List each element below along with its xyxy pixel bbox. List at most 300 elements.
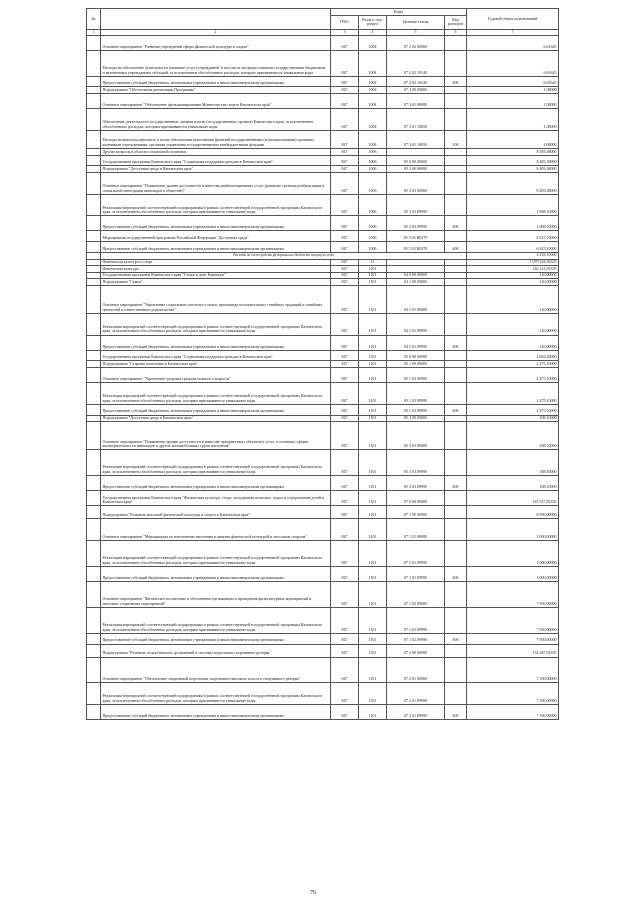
cell-grbs: 847: [331, 272, 359, 279]
cell-name: Расходы на обеспечение деятельности (оказание услуг) учреждений, в том числе на предоставление государственным бюджетным и автономным учреждениям субсидий, за исключением обособленных расходов, которым присваиваются уникальные коды: [101, 50, 331, 76]
cell-sum: 120,00000: [467, 279, 559, 286]
cell-num: [87, 383, 101, 405]
table-row: [87, 272, 559, 279]
cell-grbs: 847: [331, 242, 359, 253]
cell-razdel: 1101: [359, 607, 387, 633]
table-row: [87, 540, 559, 566]
cell-sum: 8 483,38000: [467, 149, 559, 156]
cell-vr: [445, 683, 467, 705]
cell-razdel: 1004: [359, 35, 387, 50]
cell-razdel: 1101: [359, 476, 387, 491]
cell-grbs: 847: [331, 705, 359, 720]
cell-sum: 120,00000: [467, 313, 559, 335]
table-row: [87, 683, 559, 705]
cell-sum: 6,61645: [467, 76, 559, 87]
cell-name: Расходы на выплаты персоналу в целях обеспечения выполнения функций государственными (муниципальными) органами, казенными учреждениями, органами управления государственными внебюджетными фондами: [101, 130, 331, 148]
cell-vr: 600: [445, 216, 467, 231]
cell-vr: [445, 422, 467, 450]
cell-sum: 7 100,00000: [467, 705, 559, 720]
cell-name: Предоставление субсидий бюджетным, автономным учреждениям и иным некоммерческим организациям: [101, 335, 331, 350]
cell-num: [87, 259, 101, 266]
cell-csr: 07 2 02 00000: [387, 35, 445, 50]
cell-csr: 05 1 03 09990: [387, 404, 445, 415]
cell-csr: 07 1 02 09990: [387, 607, 445, 633]
budget-table-body: [87, 35, 559, 720]
table-row: [87, 633, 559, 644]
cell-vr: [445, 87, 467, 94]
cell-razdel: 1006: [359, 173, 387, 195]
cell-razdel: 1101: [359, 266, 387, 273]
cell-csr: 05 3 00 00000: [387, 415, 445, 422]
table-row: [87, 581, 559, 607]
cell-name: Другие вопросы в области социальной политики: [101, 149, 331, 156]
cell-sum: 4 233,10000: [467, 252, 559, 259]
cell-vr: [445, 607, 467, 633]
cell-csr: 05 1 03 09990: [387, 383, 445, 405]
cell-csr: 05 1 00 00000: [387, 361, 445, 368]
cell-name: Реализация мероприятий соответствующей подпрограммы в рамках соответствующей государственной программы Камчатского края, за исключением обособленных расходов, которым присваиваются уникальные коды: [101, 607, 331, 633]
cell-vr: 100: [445, 130, 467, 148]
cell-num: [87, 607, 101, 633]
cell-vr: [445, 266, 467, 273]
cell-note: Расходы за счет средств федерального бюджета текущего года: [101, 252, 467, 259]
cell-name: Основное мероприятие "Мероприятия по вовлечению населения в занятия физической культурой и массовым спортом": [101, 519, 331, 541]
cell-num: [87, 422, 101, 450]
table-row: [87, 259, 559, 266]
col-number: 3: [331, 29, 359, 35]
cell-sum: 2 475,10000: [467, 361, 559, 368]
cell-name: Мероприятия государственной программы Российской Федерации "Доступная среда": [101, 231, 331, 242]
cell-name: Предоставление субсидий бюджетным, автономным учреждениям и иным некоммерческим организациям: [101, 242, 331, 253]
cell-vr: [445, 94, 467, 109]
cell-grbs: 847: [331, 35, 359, 50]
cell-num: [87, 705, 101, 720]
cell-grbs: 847: [331, 361, 359, 368]
cell-name: Основное мероприятие "Укрепление социального института семьи, пропаганда положительных семейных традиций и семейных ценностей и ответственного родительства": [101, 285, 331, 313]
cell-sum: 1,08000: [467, 109, 559, 131]
cell-grbs: 847: [331, 476, 359, 491]
cell-grbs: 847: [331, 540, 359, 566]
table-row: [87, 361, 559, 368]
cell-name: Основное мероприятие "Обеспечение функционирования Министерства спорта Камчатского края": [101, 94, 331, 109]
cell-num: [87, 450, 101, 476]
cell-razdel: 1101: [359, 581, 387, 607]
cell-grbs: 847: [331, 50, 359, 76]
cell-razdel: 1006: [359, 242, 387, 253]
cell-num: [87, 415, 101, 422]
cell-num: [87, 519, 101, 541]
cell-sum: 6,61645: [467, 50, 559, 76]
cell-csr: [387, 266, 445, 273]
table-row: [87, 173, 559, 195]
cell-num: [87, 313, 101, 335]
cell-sum: 2 663,20000: [467, 350, 559, 361]
cell-vr: [445, 279, 467, 286]
cell-razdel: 1101: [359, 491, 387, 506]
cell-name: Физическая культура и спорт: [101, 259, 331, 266]
cell-vr: 600: [445, 242, 467, 253]
cell-grbs: 847: [331, 266, 359, 273]
table-row: [87, 94, 559, 109]
col-header-vr: Вид расходов: [445, 15, 467, 29]
cell-csr: 05 3 03 00000: [387, 173, 445, 195]
cell-sum: 6,61645: [467, 35, 559, 50]
table-row: [87, 194, 559, 216]
cell-grbs: 847: [331, 450, 359, 476]
cell-grbs: 847: [331, 519, 359, 541]
cell-sum: 8 483,38000: [467, 166, 559, 173]
cell-grbs: 847: [331, 368, 359, 383]
cell-sum: 7 100,00000: [467, 683, 559, 705]
table-row: [87, 519, 559, 541]
cell-csr: 07 1 00 00000: [387, 506, 445, 519]
cell-grbs: 847: [331, 607, 359, 633]
cell-name: Реализация мероприятий соответствующей подпрограммы в рамках соответствующей государственной программы Камчатского края, за исключением обособленных расходов, которым присваиваются уникальные коды: [101, 383, 331, 405]
cell-razdel: 1004: [359, 50, 387, 76]
cell-razdel: 1004: [359, 94, 387, 109]
cell-name: Реализация мероприятий соответствующей подпрограммы в рамках соответствующей государственной программы Камчатского края, за исключением обособленных расходов, которым присваиваются уникальные коды: [101, 540, 331, 566]
col-header-grbs: ГРБС: [331, 15, 359, 29]
cell-name: Основное мероприятие "Повышение уровня доступности и качества приоритетных объектов и услуг в основных сферах жизнедеятельности инвалидов и других маломобильных групп населения": [101, 422, 331, 450]
table-row: [87, 155, 559, 166]
cell-vr: [445, 368, 467, 383]
table-row: [87, 422, 559, 450]
cell-grbs: 847: [331, 683, 359, 705]
cell-csr: [387, 259, 445, 266]
table-row: [87, 266, 559, 273]
cell-num: [87, 76, 101, 87]
cell-csr: 05 0 00 00000: [387, 155, 445, 166]
cell-sum: 1 079 234,56335: [467, 259, 559, 266]
cell-vr: [445, 383, 467, 405]
cell-num: [87, 242, 101, 253]
cell-num: [87, 231, 101, 242]
cell-razdel: 1101: [359, 683, 387, 705]
cell-num: [87, 166, 101, 173]
cell-vr: 600: [445, 404, 467, 415]
table-row: [87, 415, 559, 422]
cell-name: Государственная программа Камчатского края "Социальная поддержка граждан в Камчатском крае": [101, 350, 331, 361]
cell-num: [87, 644, 101, 657]
cell-razdel: 1101: [359, 368, 387, 383]
cell-grbs: 847: [331, 422, 359, 450]
cell-razdel: 1101: [359, 404, 387, 415]
cell-razdel: 11: [359, 259, 387, 266]
cell-name: Подпрограмма "Обеспечение реализации Программы": [101, 87, 331, 94]
cell-name: Основное мероприятие "Физическое воспитание и обеспечение организации и проведения физкультурных мероприятий и массовых спортивных мероприятий": [101, 581, 331, 607]
table-row: [87, 285, 559, 313]
cell-sum: 1,08000: [467, 94, 559, 109]
cell-csr: 07 2 01 09990: [387, 683, 445, 705]
cell-sum: 188,10000: [467, 415, 559, 422]
cell-csr: 04 1 01 09990: [387, 335, 445, 350]
cell-vr: [445, 450, 467, 476]
cell-razdel: 1004: [359, 130, 387, 148]
cell-csr: 04 1 01 00000: [387, 285, 445, 313]
cell-grbs: 847: [331, 644, 359, 657]
table-row: [87, 279, 559, 286]
cell-grbs: 847: [331, 404, 359, 415]
cell-name: Подпрограмма "Развитие массовой физической культуры и спорта в Камчатском крае": [101, 506, 331, 519]
table-row: [87, 109, 559, 131]
cell-grbs: 847: [331, 109, 359, 131]
cell-csr: 07 3 01 10050: [387, 109, 445, 131]
cell-name: Реализация мероприятий соответствующей подпрограммы в рамках соответствующей государственной программы Камчатского края, за исключением обособленных расходов, которым присваиваются уникальные коды: [101, 194, 331, 216]
table-row: [87, 335, 559, 350]
table-row: [87, 566, 559, 581]
table-row: [87, 383, 559, 405]
cell-name: Предоставление субсидий бюджетным, автономным учреждениям и иным некоммерческим организациям: [101, 404, 331, 415]
cell-grbs: 847: [331, 335, 359, 350]
cell-sum: 7 100,00000: [467, 657, 559, 683]
cell-razdel: 1101: [359, 644, 387, 657]
col-number: 2: [101, 29, 331, 35]
cell-sum: 1 000,00000: [467, 519, 559, 541]
cell-num: [87, 194, 101, 216]
cell-razdel: 1101: [359, 279, 387, 286]
cell-razdel: 1101: [359, 313, 387, 335]
cell-vr: [445, 506, 467, 519]
cell-csr: 07 3 01 10050: [387, 130, 445, 148]
cell-csr: 07 1 01 09990: [387, 566, 445, 581]
cell-grbs: 847: [331, 149, 359, 156]
cell-vr: [445, 285, 467, 313]
cell-sum: 1,08000: [467, 130, 559, 148]
cell-sum: 2 475,10000: [467, 404, 559, 415]
cell-grbs: 847: [331, 566, 359, 581]
table-row: [87, 607, 559, 633]
cell-grbs: 847: [331, 581, 359, 607]
budget-table: [86, 8, 559, 720]
cell-sum: 8 483,38000: [467, 155, 559, 166]
cell-csr: [387, 149, 445, 156]
col-header-num: №: [87, 9, 101, 30]
table-row: [87, 76, 559, 87]
cell-sum: 188,10000: [467, 450, 559, 476]
cell-razdel: 1101: [359, 422, 387, 450]
cell-vr: [445, 644, 467, 657]
cell-grbs: 847: [331, 130, 359, 148]
table-row: [87, 506, 559, 519]
cell-name: Подпрограмма "Развитие спорта высших достижений и системы подготовки спортивного резерва": [101, 644, 331, 657]
cell-vr: [445, 313, 467, 335]
cell-csr: 07 1 02 09990: [387, 633, 445, 644]
cell-grbs: 847: [331, 194, 359, 216]
cell-num: [87, 368, 101, 383]
cell-csr: 05 3 00 00000: [387, 166, 445, 173]
col-number: 1: [87, 29, 101, 35]
cell-razdel: 1006: [359, 216, 387, 231]
cell-csr: 05 3 03 09990: [387, 194, 445, 216]
cell-sum: 134 387,82335: [467, 644, 559, 657]
cell-num: [87, 50, 101, 76]
cell-csr: 05 3 03 09990: [387, 216, 445, 231]
cell-csr: 07 1 02 00000: [387, 581, 445, 607]
cell-vr: [445, 491, 467, 506]
cell-csr: 05 3 03 00000: [387, 422, 445, 450]
col-number: 6: [445, 29, 467, 35]
cell-num: [87, 633, 101, 644]
cell-razdel: 1004: [359, 76, 387, 87]
cell-name: Государственная программа Камчатского края "Семья и дети Камчатки": [101, 272, 331, 279]
cell-vr: [445, 540, 467, 566]
cell-name: Основное мероприятие "Развитие учреждений сферы физической культуры и спорта": [101, 35, 331, 50]
cell-num: [87, 361, 101, 368]
cell-csr: 05 1 03 00000: [387, 368, 445, 383]
cell-csr: 05 3 03 R0270: [387, 231, 445, 242]
cell-vr: [445, 173, 467, 195]
cell-grbs: 847: [331, 216, 359, 231]
cell-razdel: 1101: [359, 383, 387, 405]
cell-sum: 1 868,10000: [467, 216, 559, 231]
cell-sum: 146 121,92335: [467, 266, 559, 273]
cell-name: Предоставление субсидий бюджетным, автономным учреждениям и иным некоммерческим организациям: [101, 705, 331, 720]
cell-vr: [445, 35, 467, 50]
cell-num: [87, 87, 101, 94]
cell-sum: 188,10000: [467, 422, 559, 450]
cell-name: Государственная программа Камчатского края "Физическая культура, спорт, молодежная политика, отдых и оздоровление детей в Камчатском крае": [101, 491, 331, 506]
cell-vr: [445, 166, 467, 173]
cell-csr: 05 3 03 R0270: [387, 242, 445, 253]
cell-name: Предоставление субсидий бюджетным, автономным учреждениям и иным некоммерческим организациям: [101, 633, 331, 644]
cell-sum: 8 483,38000: [467, 173, 559, 195]
table-row: [87, 491, 559, 506]
table-row: [87, 130, 559, 148]
cell-num: [87, 540, 101, 566]
cell-vr: [445, 361, 467, 368]
cell-razdel: 1006: [359, 149, 387, 156]
cell-razdel: 1101: [359, 566, 387, 581]
cell-name: Подпрограмма "Старшее поколение в Камчатском крае": [101, 361, 331, 368]
cell-vr: [445, 50, 467, 76]
cell-sum: 1 868,10000: [467, 194, 559, 216]
cell-name: Реализация мероприятий соответствующей подпрограммы в рамках соответствующей государственной программы Камчатского края, за исключением обособленных расходов, которым присваиваются уникальные коды: [101, 313, 331, 335]
cell-vr: [445, 231, 467, 242]
cell-name: Основное мероприятие "Обеспечение спортивной подготовки спортивного высокого класса и спортивного резерва": [101, 657, 331, 683]
cell-num: [87, 216, 101, 231]
table-row: [87, 252, 559, 259]
cell-vr: [445, 272, 467, 279]
cell-grbs: 847: [331, 173, 359, 195]
cell-razdel: 1101: [359, 519, 387, 541]
cell-vr: 600: [445, 335, 467, 350]
cell-grbs: 847: [331, 76, 359, 87]
table-row: [87, 476, 559, 491]
cell-razdel: 1101: [359, 272, 387, 279]
cell-vr: [445, 194, 467, 216]
cell-csr: 07 2 02 10140: [387, 76, 445, 87]
cell-csr: 05 0 00 00000: [387, 350, 445, 361]
cell-razdel: 1004: [359, 87, 387, 94]
table-row: [87, 35, 559, 50]
cell-sum: 143 337,82335: [467, 491, 559, 506]
col-header-razdel: Раздел, под-раздел: [359, 15, 387, 29]
cell-num: [87, 266, 101, 273]
cell-num: [87, 404, 101, 415]
cell-sum: 1,08000: [467, 87, 559, 94]
col-number: 7: [467, 29, 559, 35]
cell-name: Обеспечение деятельности государственных органов власти (государственных органов) Камчатского края, за исключением обособленных расходов, которым присваиваются уникальные коды: [101, 109, 331, 131]
cell-num: [87, 476, 101, 491]
cell-razdel: 1101: [359, 415, 387, 422]
cell-razdel: 1101: [359, 506, 387, 519]
table-row: [87, 166, 559, 173]
cell-num: [87, 109, 101, 131]
page-number: 76: [310, 890, 316, 896]
cell-sum: 188,10000: [467, 476, 559, 491]
col-header-total: Годовой объем ассигнований: [467, 9, 559, 30]
cell-razdel: 1101: [359, 361, 387, 368]
cell-name: Основное мероприятие "Повышение уровня доступности и качества реабилитационных услуг (развитие системы реабилитации и социальной интеграции инвалидов в обществе)": [101, 173, 331, 195]
cell-razdel: 1101: [359, 450, 387, 476]
table-row: [87, 350, 559, 361]
cell-vr: [445, 415, 467, 422]
cell-grbs: 847: [331, 657, 359, 683]
cell-razdel: 1101: [359, 335, 387, 350]
cell-vr: [445, 657, 467, 683]
col-number: 5: [387, 29, 445, 35]
cell-csr: 07 3 01 00000: [387, 94, 445, 109]
col-header-codes: Коды: [331, 9, 467, 16]
cell-grbs: 847: [331, 231, 359, 242]
cell-grbs: 847: [331, 166, 359, 173]
cell-razdel: 1006: [359, 194, 387, 216]
table-row: [87, 644, 559, 657]
cell-razdel: 1006: [359, 231, 387, 242]
cell-sum: 7 950,00000: [467, 581, 559, 607]
table-row: [87, 149, 559, 156]
col-header-name: [101, 9, 331, 30]
cell-name: Подпрограмма "Доступная среда в Камчатском крае": [101, 166, 331, 173]
cell-grbs: 847: [331, 94, 359, 109]
cell-csr: 04 1 01 09990: [387, 313, 445, 335]
cell-sum: 7 950,00000: [467, 633, 559, 644]
table-row: [87, 450, 559, 476]
cell-razdel: 1101: [359, 657, 387, 683]
cell-num: [87, 285, 101, 313]
cell-num: [87, 335, 101, 350]
table-row: [87, 242, 559, 253]
cell-razdel: 1101: [359, 540, 387, 566]
cell-vr: [445, 581, 467, 607]
cell-razdel: 1101: [359, 633, 387, 644]
cell-csr: 07 2 01 09990: [387, 705, 445, 720]
cell-num: [87, 683, 101, 705]
cell-num: [87, 506, 101, 519]
col-header-csr: Целевая статья: [387, 15, 445, 29]
cell-grbs: 847: [331, 350, 359, 361]
cell-vr: 600: [445, 566, 467, 581]
cell-csr: 05 3 03 09990: [387, 450, 445, 476]
cell-csr: 07 2 01 00000: [387, 657, 445, 683]
cell-csr: 07 2 02 10140: [387, 50, 445, 76]
cell-grbs: 847: [331, 155, 359, 166]
cell-name: Государственная программа Камчатского края "Социальная поддержка граждан в Камчатском крае": [101, 155, 331, 166]
cell-name: Предоставление субсидий бюджетным, автономным учреждениям и иным некоммерческим организациям: [101, 76, 331, 87]
cell-grbs: 847: [331, 259, 359, 266]
cell-sum: 1 000,00000: [467, 566, 559, 581]
cell-grbs: 847: [331, 506, 359, 519]
cell-grbs: 847: [331, 279, 359, 286]
table-row: [87, 216, 559, 231]
cell-num: [87, 94, 101, 109]
cell-num: [87, 272, 101, 279]
cell-grbs: 847: [331, 313, 359, 335]
cell-grbs: 847: [331, 87, 359, 94]
cell-razdel: 1004: [359, 109, 387, 131]
table-row: [87, 368, 559, 383]
cell-csr: 07 1 01 00000: [387, 519, 445, 541]
